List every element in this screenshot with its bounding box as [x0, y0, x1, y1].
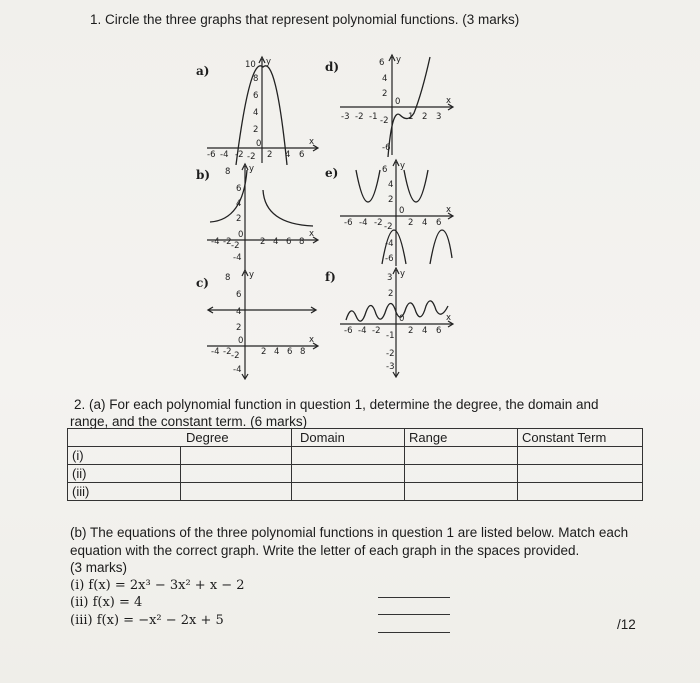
graph-f-tick: 4 [422, 326, 428, 336]
graph-a-tick: 8 [253, 74, 259, 84]
graph-b-tick: 8 [225, 167, 231, 177]
graph-e-tick: 4 [388, 180, 394, 190]
graph-b-tick: -2 [223, 237, 232, 247]
constant-term-cell[interactable] [518, 447, 643, 465]
table-row [68, 483, 643, 501]
graph-d-label: d) [325, 60, 340, 74]
graph-c-tick: -4 [211, 347, 220, 357]
header-domain: Domain [292, 429, 405, 447]
graph-d-tick: -3 [341, 112, 350, 122]
graph-d-x-label: x [446, 96, 452, 106]
answer-blank-ii[interactable] [378, 614, 450, 615]
graph-b-tick: 6 [286, 237, 292, 247]
graph-b-curve-left [210, 170, 247, 222]
equation-ii: (ii) f(x) = 4 [70, 595, 143, 610]
table-row [68, 447, 643, 465]
graph-f-tick: 6 [436, 326, 442, 336]
graph-e-curve-2 [404, 170, 428, 202]
total-marks: /12 [617, 617, 636, 632]
graph-a-tick: 4 [253, 108, 259, 118]
graph-e-tick: -6 [344, 218, 353, 228]
equation-i: (i) f(x) = 2x³ − 3x² + x − 2 [70, 577, 245, 593]
graph-c-tick: 4 [274, 347, 280, 357]
graph-f-tick: 3 [387, 273, 393, 283]
row-label: (i) [68, 447, 181, 465]
graph-e-tick: 2 [408, 218, 414, 228]
equation-iii: (iii) f(x) = −x² − 2x + 5 [70, 612, 224, 628]
graph-c-x-label: x [309, 335, 315, 345]
graph-f-tick: -2 [386, 349, 395, 359]
graph-d-tick: -1 [369, 112, 378, 122]
graph-a-x-label: x [309, 137, 315, 147]
graph-f-curve [346, 301, 448, 321]
range-cell[interactable] [405, 465, 518, 483]
header-range: Range [405, 429, 518, 447]
graph-d-tick: -2 [380, 116, 389, 126]
graph-a-tick: 4 [285, 150, 291, 160]
graph-a-tick: 10 [245, 60, 256, 70]
graph-e-tick: -4 [385, 239, 394, 249]
graph-c-label: c) [196, 276, 209, 290]
graph-c-tick: -2 [223, 347, 232, 357]
constant-term-cell[interactable] [518, 483, 643, 501]
question-1-text: 1. Circle the three graphs that represent polynomial functions. (3 marks) [90, 12, 520, 27]
graph-c-tick: 6 [287, 347, 293, 357]
graph-a-tick: 6 [253, 91, 259, 101]
graph-b-tick: 8 [299, 237, 305, 247]
header-degree: Degree [68, 429, 292, 447]
graph-c-tick: 4 [236, 307, 242, 317]
graph-d-tick: 6 [379, 58, 385, 68]
degree-cell[interactable] [181, 465, 292, 483]
table-header-row [68, 429, 643, 447]
graph-b-x-label: x [309, 229, 315, 239]
graph-a-tick: 6 [299, 150, 305, 160]
answer-blank-i[interactable] [378, 597, 450, 598]
question-2b-line-3: (3 marks) [70, 560, 127, 575]
graph-e-label: e) [325, 166, 339, 180]
graph-a [205, 55, 320, 165]
question-2a-line-2: range, and the constant term. (6 marks) [70, 414, 308, 429]
graph-f-tick: -1 [386, 331, 395, 341]
row-label: (iii) [68, 483, 181, 501]
graph-c-tick: 6 [236, 290, 242, 300]
graph-e-tick: -6 [385, 254, 394, 264]
range-cell[interactable] [405, 483, 518, 501]
row-label: (ii) [68, 465, 181, 483]
graph-b-tick: 2 [260, 237, 266, 247]
answer-table [67, 428, 643, 501]
graph-a-tick: 2 [253, 125, 259, 135]
graph-b-tick: 4 [273, 237, 279, 247]
graph-e-y-label: y [400, 161, 406, 171]
graph-e-tick: -2 [384, 222, 393, 232]
graph-c-tick: 8 [300, 347, 306, 357]
graph-e-curve-4 [430, 230, 452, 264]
domain-cell[interactable] [292, 447, 405, 465]
graph-c-tick: 2 [261, 347, 267, 357]
graph-b-tick: 0 [238, 230, 244, 240]
graph-e-tick: 6 [382, 165, 388, 175]
graph-d-tick: 3 [436, 112, 442, 122]
question-2b-line-1: (b) The equations of the three polynomial functions in question 1 are listed below. Match each [70, 525, 629, 540]
table-row [68, 465, 643, 483]
graph-b-tick: -4 [233, 253, 242, 263]
graph-d-tick: -6 [382, 143, 391, 153]
graph-f-tick: -4 [358, 326, 367, 336]
domain-cell[interactable] [292, 483, 405, 501]
graph-d-tick: -2 [355, 112, 364, 122]
question-2a-text [70, 396, 599, 430]
graph-c-y-label: y [249, 270, 255, 280]
domain-cell[interactable] [292, 465, 405, 483]
graph-a-tick: -2 [247, 152, 256, 162]
question-2b-text [70, 524, 628, 629]
graph-a-tick: -6 [207, 150, 216, 160]
graph-a-tick: -2 [235, 150, 244, 160]
graph-b-tick: -2 [231, 241, 240, 251]
graph-c-tick: -2 [231, 351, 240, 361]
graph-c-tick: 8 [225, 273, 231, 283]
graph-c-tick: 2 [236, 323, 242, 333]
graph-b-tick: 4 [236, 199, 242, 209]
graph-b-tick: 2 [236, 214, 242, 224]
graph-a-tick: -4 [220, 150, 229, 160]
graph-f [338, 266, 458, 378]
graph-b-tick: 6 [236, 184, 242, 194]
graph-e-tick: 2 [388, 195, 394, 205]
graph-e-tick: -2 [374, 218, 383, 228]
graph-b-label: b) [196, 168, 211, 182]
graph-b-y-label: y [249, 164, 255, 174]
graph-d-tick: 2 [382, 89, 388, 99]
graph-c [205, 268, 320, 380]
degree-cell[interactable] [181, 447, 292, 465]
graph-a-y-label: y [266, 57, 272, 67]
graph-f-y-label: y [400, 269, 406, 279]
graph-c-tick: -4 [233, 365, 242, 375]
graph-e-tick: -4 [359, 218, 368, 228]
graph-c-tick: 0 [238, 336, 244, 346]
graph-a-tick: 2 [267, 150, 273, 160]
graph-b-tick: -4 [211, 237, 220, 247]
question-2b-line-2: equation with the correct graph. Write the letter of each graph in the spaces provided. [70, 542, 580, 558]
graph-e-x-label: x [446, 205, 452, 215]
graph-f-tick: -3 [386, 362, 395, 372]
graph-b [205, 162, 320, 272]
graph-a-label: a) [196, 64, 210, 78]
header-constant-term: Constant Term [518, 429, 643, 447]
answer-blank-iii[interactable] [378, 632, 450, 633]
graph-f-tick: 0 [399, 314, 405, 324]
graph-d-tick: 4 [382, 74, 388, 84]
graph-e-curve-1 [356, 170, 380, 202]
graph-f-tick: -6 [344, 326, 353, 336]
graph-d [338, 53, 458, 157]
graph-f-tick: 2 [388, 289, 394, 299]
graph-b-curve-right [263, 190, 313, 226]
graph-d-tick: 2 [422, 112, 428, 122]
graph-e [338, 158, 458, 268]
question-2a-line-1: 2. (a) For each polynomial function in question 1, determine the degree, the domain and [74, 397, 599, 412]
constant-term-cell[interactable] [518, 465, 643, 483]
degree-cell[interactable] [181, 483, 292, 501]
graph-f-tick: -2 [372, 326, 381, 336]
graph-d-tick: 0 [395, 97, 401, 107]
graph-e-tick: 6 [436, 218, 442, 228]
graph-e-tick: 4 [422, 218, 428, 228]
graph-a-tick: 0 [256, 139, 262, 149]
graph-f-x-label: x [446, 313, 452, 323]
range-cell[interactable] [405, 447, 518, 465]
graph-e-tick: 0 [399, 206, 405, 216]
graph-f-label: f) [325, 270, 336, 284]
graph-d-tick: 1 [408, 112, 414, 122]
graph-d-y-label: y [396, 55, 402, 65]
graph-f-tick: 2 [408, 326, 414, 336]
